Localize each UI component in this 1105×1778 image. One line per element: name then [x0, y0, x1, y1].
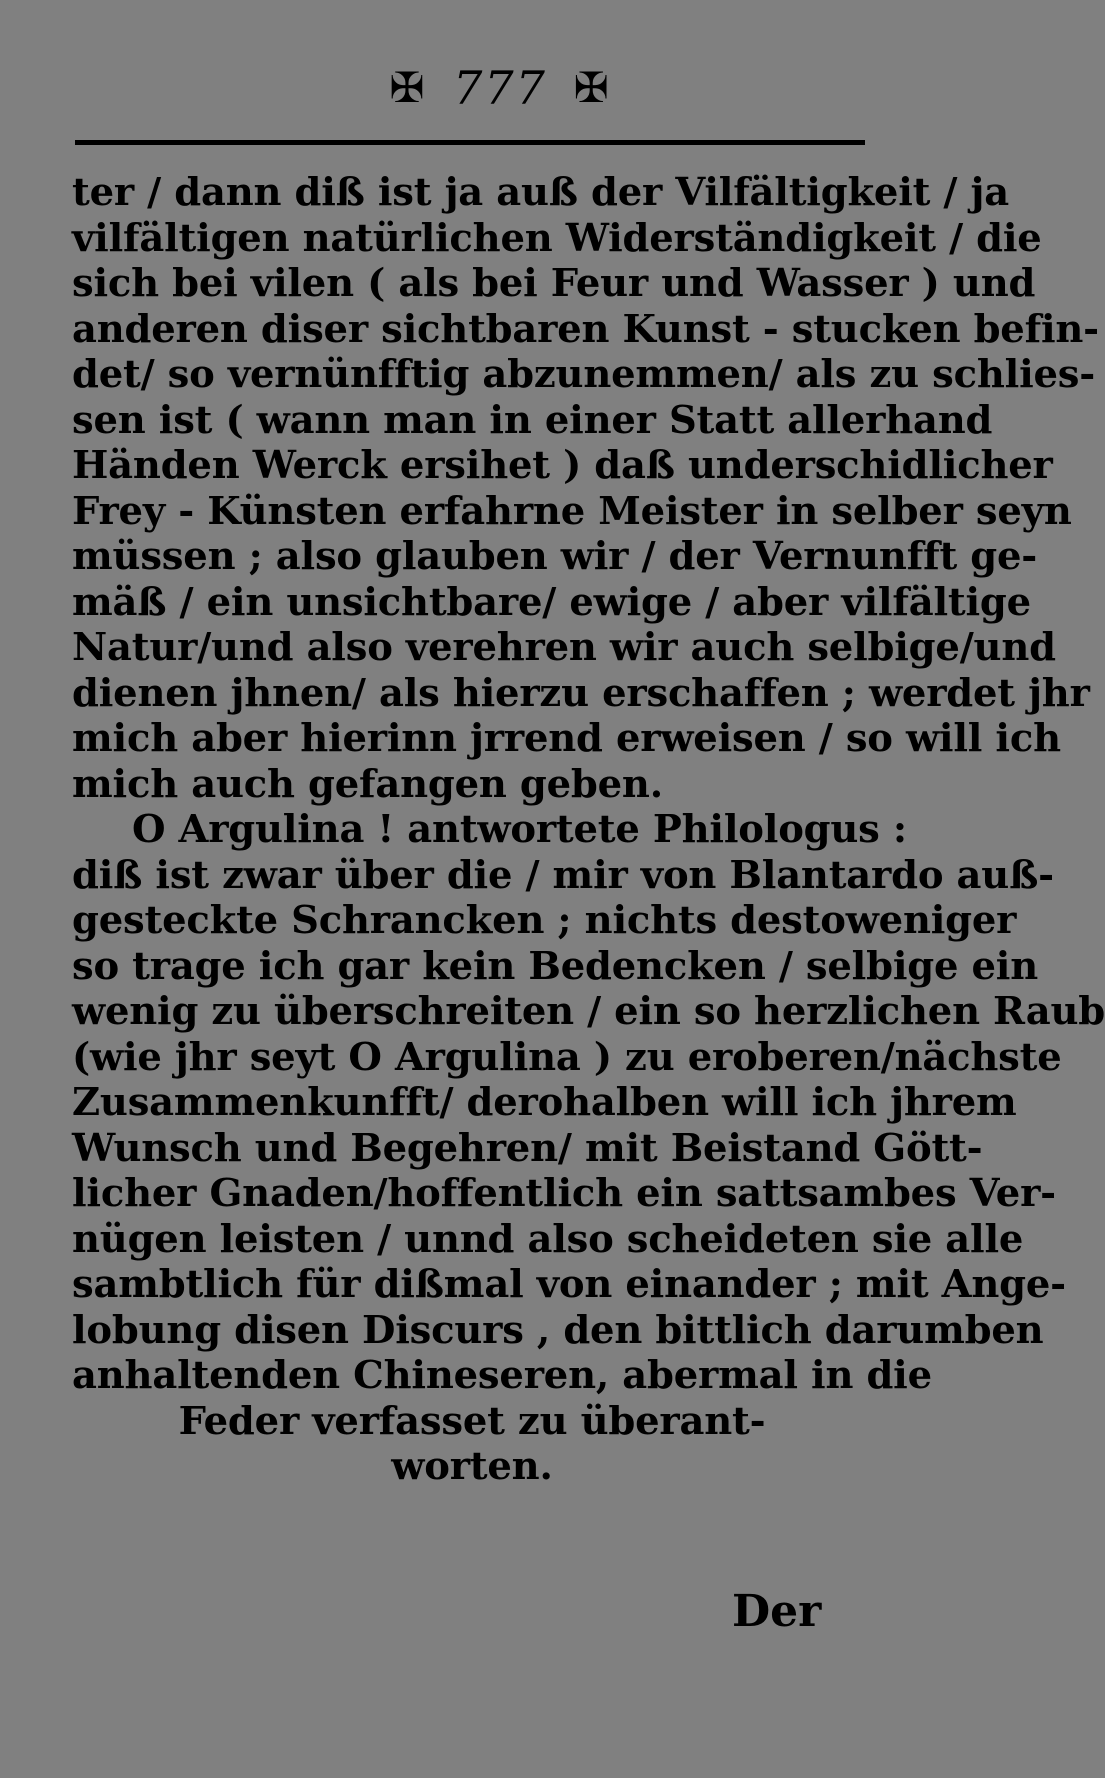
text-line: vilfältigen natürlichen Widerständigkeit / die — [72, 215, 1042, 261]
right-ornament-icon: ✠ — [573, 63, 611, 112]
page-number: 777 — [453, 61, 547, 115]
text-line: anderen diser sichtbaren Kunst - stucken befin- — [72, 306, 1099, 352]
text-line: sich bei vilen ( als bei Feur und Wasser ) und — [72, 261, 1036, 306]
text-line: mich auch gefangen geben. — [72, 761, 663, 807]
catchword: Der — [732, 1586, 822, 1637]
left-ornament-icon: ✠ — [389, 63, 427, 112]
text-line: so trage ich gar kein Bedencken / selbige ein — [72, 943, 1038, 989]
text-line: ter / dann diß ist ja auß der Vilfältigkeit / ja — [72, 170, 1009, 215]
text-line: worten. — [391, 1444, 553, 1489]
text-line: (wie jhr seyt O Argulina ) zu eroberen/nächste — [72, 1034, 1062, 1080]
text-line: det/ so vernünfftig abzunemmen/ als zu schlies- — [72, 352, 1096, 397]
text-line: Natur/und also verehren wir auch selbige/und — [72, 625, 1056, 670]
page-header — [0, 58, 1000, 120]
text-line: nügen leisten / unnd also scheideten sie alle — [72, 1216, 1024, 1262]
header-rule — [75, 140, 865, 145]
text-line: Frey - Künsten erfahrne Meister in selber seyn — [72, 488, 1072, 534]
text-line: dienen jhnen/ als hierzu erschaffen ; werdet jhr — [72, 670, 1090, 716]
text-line: Zusammenkunfft/ derohalben will ich jhrem — [72, 1080, 1017, 1125]
text-line: sambtlich für dißmal von einander ; mit Ange- — [72, 1262, 1066, 1307]
text-line: Händen Werck ersihet ) daß underschidlicher — [72, 443, 1053, 488]
text-line: müssen ; also glauben wir / der Vernunfft ge- — [72, 534, 1038, 579]
text-line: O Argulina ! antwortete Philologus : — [132, 807, 907, 852]
text-line: Feder verfasset zu überant- — [178, 1398, 766, 1444]
text-line: anhaltenden Chineseren, abermal in die — [72, 1353, 932, 1398]
text-line: mich aber hierinn jrrend erweisen / so will ich — [72, 716, 1061, 761]
body-text — [72, 170, 1105, 1490]
text-line: wenig zu überschreiten / ein so herzlichen Raub — [72, 989, 1105, 1034]
text-line: lobung disen Discurs , den bittlich darumben — [72, 1307, 1044, 1353]
text-line: gesteckte Schrancken ; nichts destoweniger — [72, 898, 1017, 943]
text-line: sen ist ( wann man in einer Statt allerhand — [72, 397, 993, 443]
text-line: Wunsch und Begehren/ mit Beistand Gött- — [72, 1125, 983, 1171]
text-line: diß ist zwar über die / mir von Blantardo auß- — [72, 852, 1054, 898]
text-line: licher Gnaden/hoffentlich ein sattsambes Ver- — [72, 1171, 1056, 1216]
text-line: mäß / ein unsichtbare/ ewige / aber vilfältige — [72, 579, 1031, 625]
